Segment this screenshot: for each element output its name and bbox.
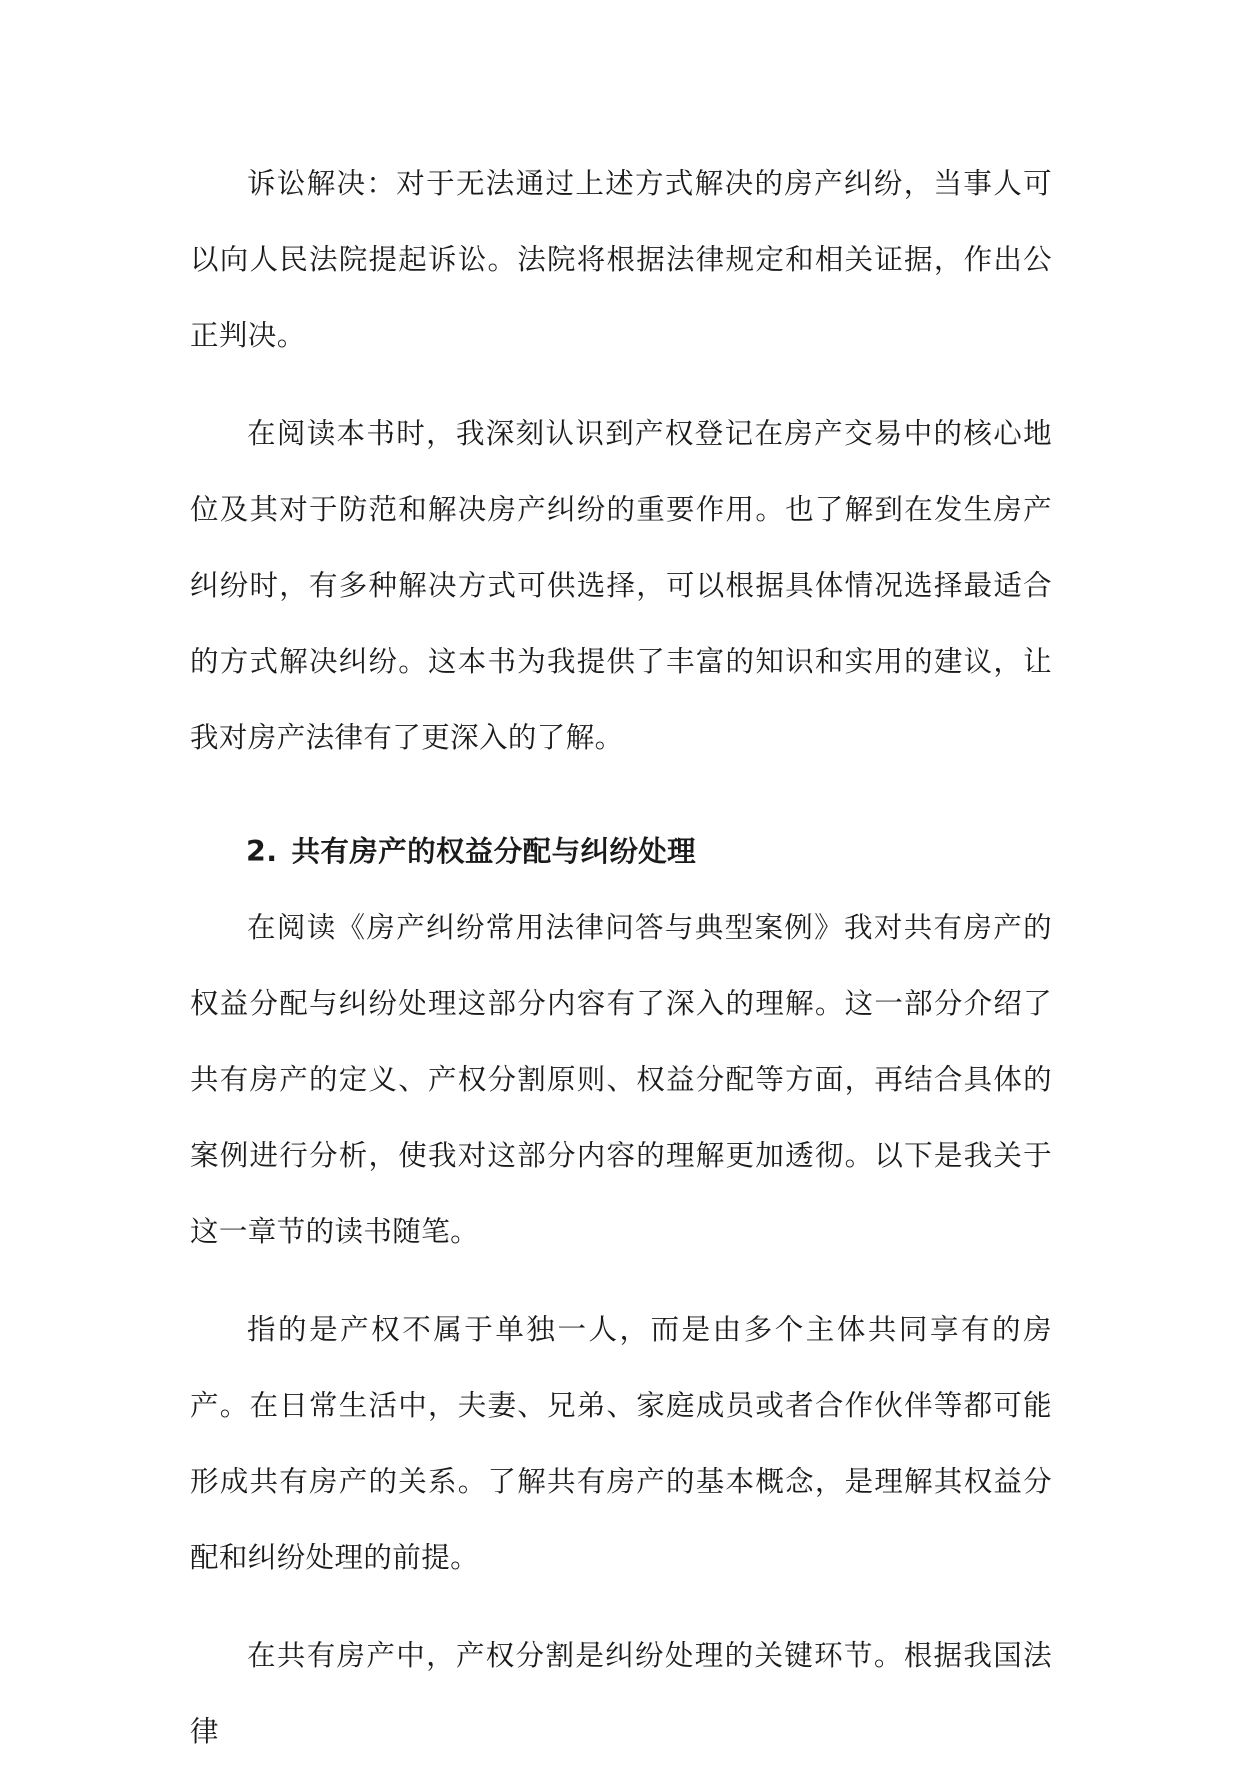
document-body <box>190 146 1052 1770</box>
section-heading <box>190 814 1052 890</box>
paragraph-litigation: 诉讼解决：对于无法通过上述方式解决的房产纠纷，当事人可以向人民法院提起诉讼。法院将根据法律规定和相关证据，作出公正判决。 <box>190 167 1052 352</box>
section-number: 2. <box>246 835 278 868</box>
paragraph-reading-reflection: 在阅读本书时，我深刻认识到产权登记在房产交易中的核心地位及其对于防范和解决房产纠纷的重要作用。也了解到在发生房产纠纷时，有多种解决方式可供选择，可以根据具体情况选择最适合的方式解决纠纷。这本书为我提供了丰富的知识和实用的建议，让我对房产法律有了更深入的了解。 <box>190 417 1052 754</box>
paragraph-section-intro: 在阅读《房产纠纷常用法律问答与典型案例》我对共有房产的权益分配与纠纷处理这部分内容有了深入的理解。这一部分介绍了共有房产的定义、产权分割原则、权益分配等方面，再结合具体的案例进行分析，使我对这部分内容的理解更加透彻。以下是我关于这一章节的读书随笔。 <box>190 911 1052 1248</box>
paragraph-co-ownership-definition: 指的是产权不属于单独一人，而是由多个主体共同享有的房产。在日常生活中，夫妻、兄弟、家庭成员或者合作伙伴等都可能形成共有房产的关系。了解共有房产的基本概念，是理解其权益分配和纠纷处理的前提。 <box>190 1313 1052 1574</box>
paragraph-property-division: 在共有房产中，产权分割是纠纷处理的关键环节。根据我国法律 <box>190 1639 1052 1748</box>
section-title: 共有房产的权益分配与纠纷处理 <box>291 835 697 868</box>
